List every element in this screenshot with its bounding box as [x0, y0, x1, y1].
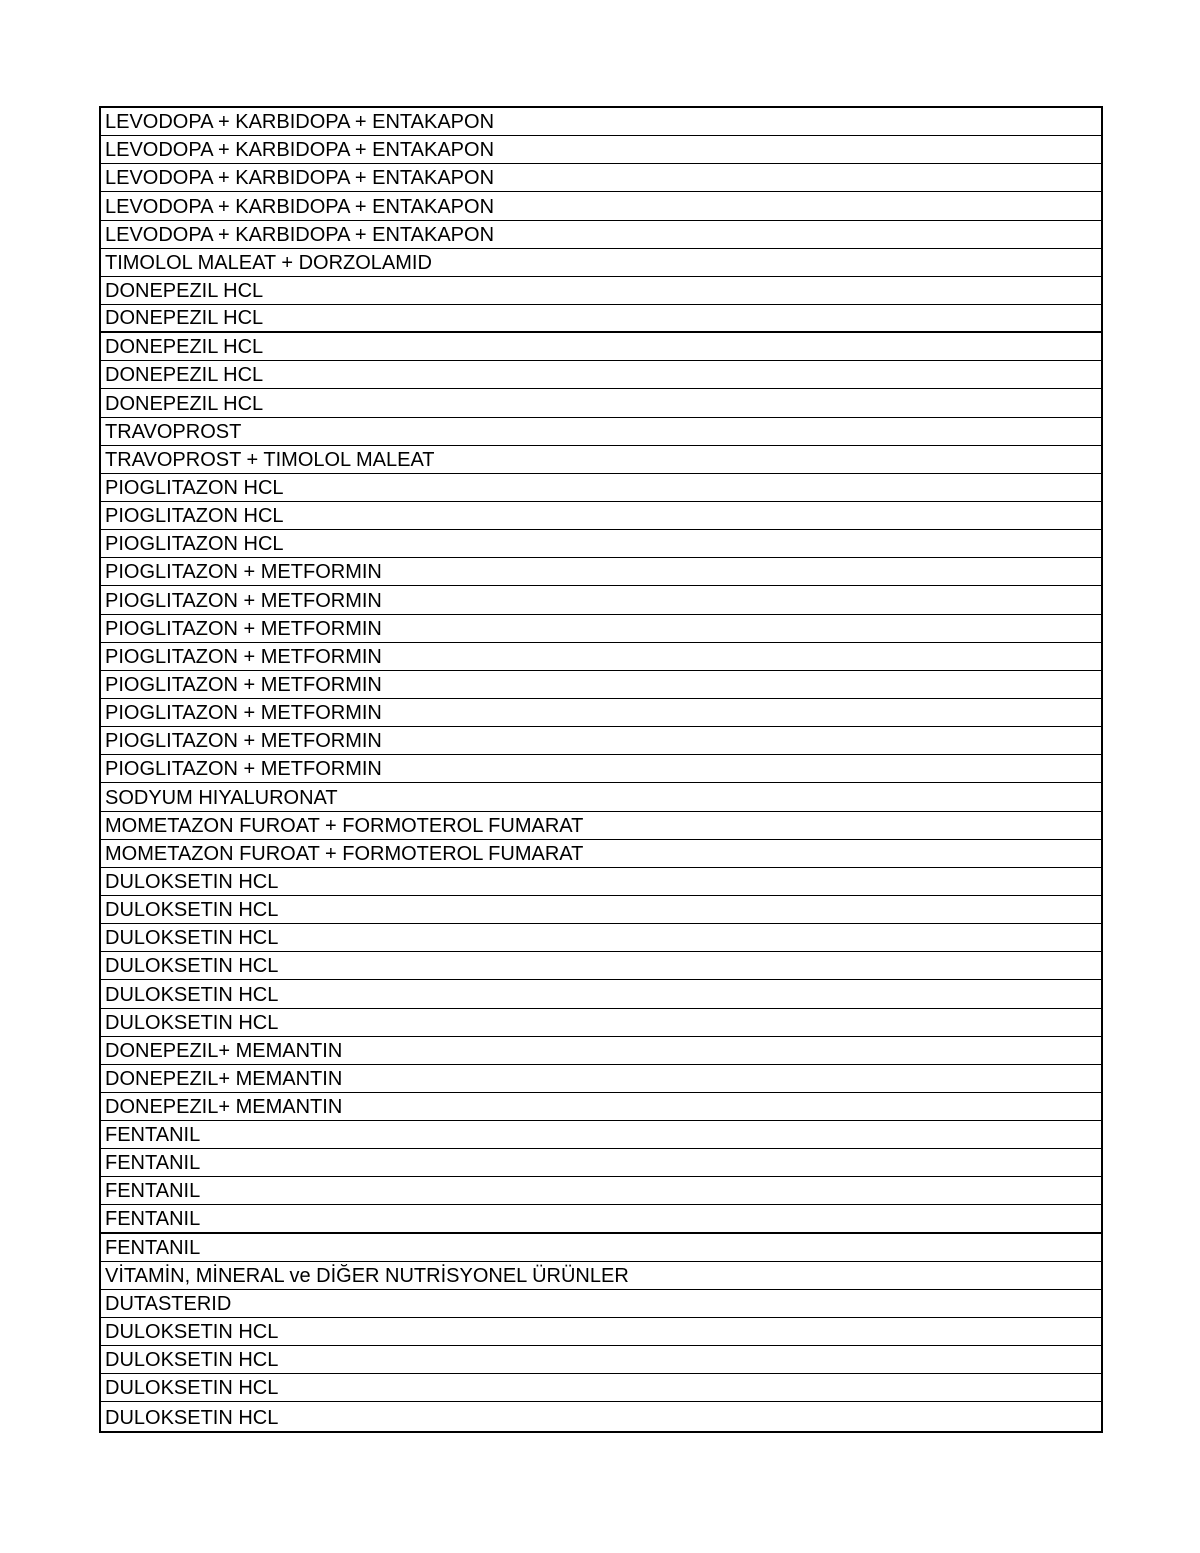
drug-table [99, 106, 1103, 1433]
table-row: FENTANIL [101, 1234, 1101, 1262]
table-row: DONEPEZIL HCL [101, 277, 1101, 305]
table-row: PIOGLITAZON HCL [101, 474, 1101, 502]
table-row: DULOKSETIN HCL [101, 868, 1101, 896]
table-row: DULOKSETIN HCL [101, 1318, 1101, 1346]
table-row: DULOKSETIN HCL [101, 1346, 1101, 1374]
table-row: MOMETAZON FUROAT + FORMOTEROL FUMARAT [101, 812, 1101, 840]
table-row: PIOGLITAZON HCL [101, 530, 1101, 558]
table-row: PIOGLITAZON + METFORMIN [101, 727, 1101, 755]
table-row: DONEPEZIL+ MEMANTIN [101, 1093, 1101, 1121]
table-row: DULOKSETIN HCL [101, 924, 1101, 952]
table-row: DUTASTERID [101, 1290, 1101, 1318]
table-row: PIOGLITAZON + METFORMIN [101, 558, 1101, 586]
table-row: LEVODOPA + KARBIDOPA + ENTAKAPON [101, 164, 1101, 192]
table-row: LEVODOPA + KARBIDOPA + ENTAKAPON [101, 221, 1101, 249]
table-row: LEVODOPA + KARBIDOPA + ENTAKAPON [101, 192, 1101, 220]
table-row: LEVODOPA + KARBIDOPA + ENTAKAPON [101, 136, 1101, 164]
table-row: PIOGLITAZON + METFORMIN [101, 671, 1101, 699]
table-row: FENTANIL [101, 1177, 1101, 1205]
table-row: PIOGLITAZON + METFORMIN [101, 699, 1101, 727]
table-row: DULOKSETIN HCL [101, 896, 1101, 924]
table-row: VİTAMİN, MİNERAL ve DİĞER NUTRİSYONEL ÜRÜNLER [101, 1262, 1101, 1290]
table-row: DONEPEZIL HCL [101, 305, 1101, 333]
table-row: PIOGLITAZON + METFORMIN [101, 755, 1101, 783]
table-row: TIMOLOL MALEAT + DORZOLAMID [101, 249, 1101, 277]
table-row: PIOGLITAZON + METFORMIN [101, 643, 1101, 671]
table-row: LEVODOPA + KARBIDOPA + ENTAKAPON [101, 108, 1101, 136]
table-row: MOMETAZON FUROAT + FORMOTEROL FUMARAT [101, 840, 1101, 868]
table-row: FENTANIL [101, 1205, 1101, 1233]
table-row: DONEPEZIL HCL [101, 389, 1101, 417]
table-row: TRAVOPROST + TIMOLOL MALEAT [101, 446, 1101, 474]
table-row: PIOGLITAZON HCL [101, 502, 1101, 530]
table-row: PIOGLITAZON + METFORMIN [101, 615, 1101, 643]
table-row: DULOKSETIN HCL [105, 1406, 279, 1429]
table-row: TRAVOPROST [101, 418, 1101, 446]
table-row: DONEPEZIL+ MEMANTIN [101, 1065, 1101, 1093]
table-row: DULOKSETIN HCL [101, 952, 1101, 980]
table-row: PIOGLITAZON + METFORMIN [101, 586, 1101, 614]
table-row: DULOKSETIN HCL [101, 980, 1101, 1008]
table-row: FENTANIL [101, 1149, 1101, 1177]
table-row: DULOKSETIN HCL [101, 1009, 1101, 1037]
table-row: DULOKSETIN HCL [101, 1374, 1101, 1402]
table-row: DONEPEZIL+ MEMANTIN [101, 1037, 1101, 1065]
table-row: DONEPEZIL HCL [101, 361, 1101, 389]
table-row: DONEPEZIL HCL [101, 333, 1101, 361]
table-row: FENTANIL [101, 1121, 1101, 1149]
table-row: SODYUM HIYALURONAT [101, 783, 1101, 811]
